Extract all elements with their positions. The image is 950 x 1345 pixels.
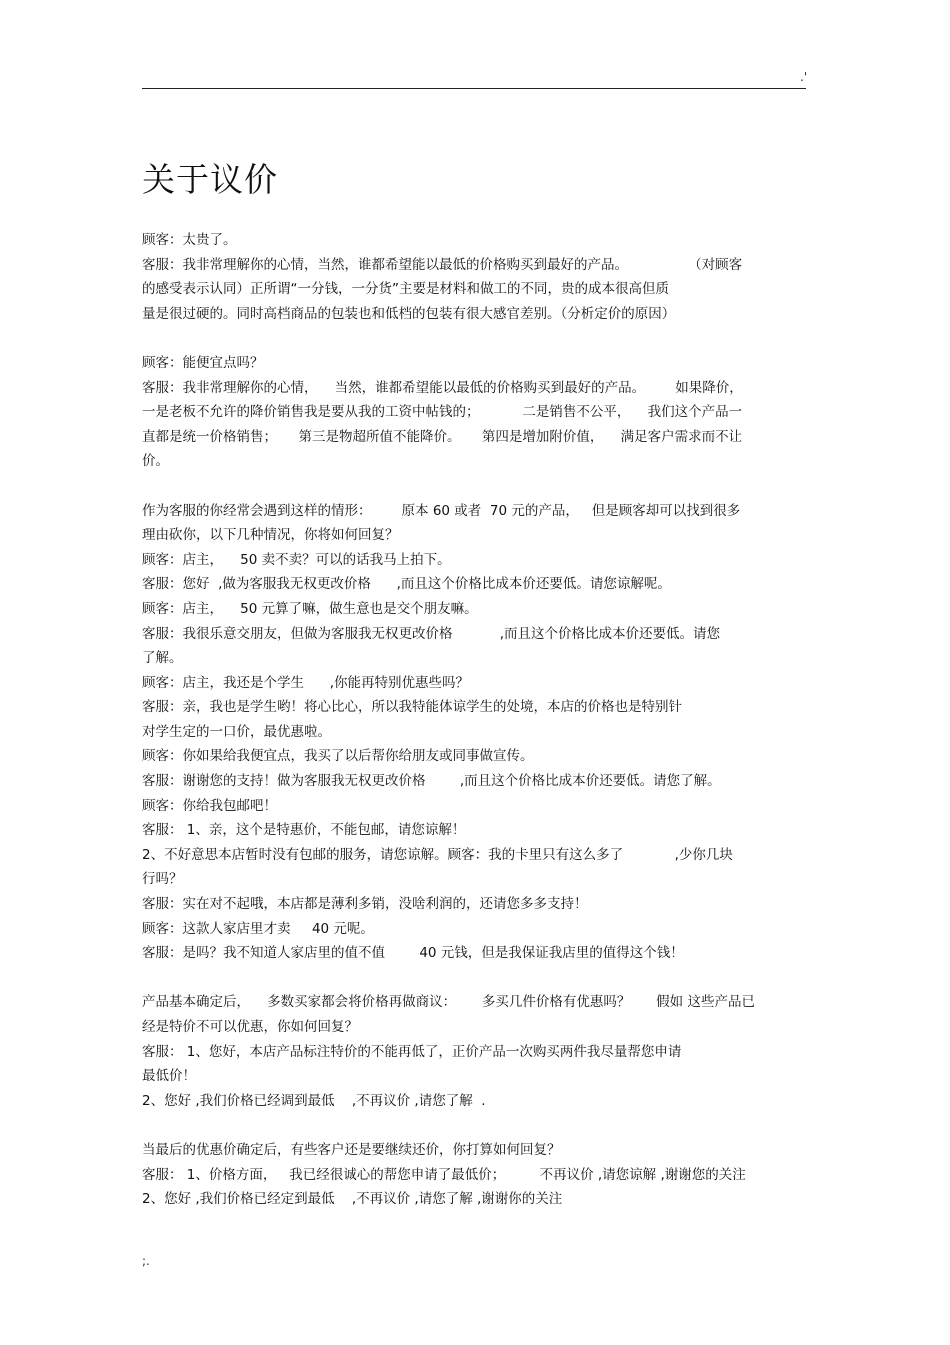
text-line: 客服：谢谢您的支持！做为客服我无权更改价格 ,而且这个价格比成本价还要低。请您了解。 (142, 773, 721, 790)
paragraph (142, 1138, 802, 1212)
text-line: 产品基本确定后， 多数买家都会将价格再做商议： 多买几件价格有优惠吗？ 假如 这些产品已 (142, 994, 755, 1011)
text-line: 2、您好 ,我们价格已经定到最低 ,不再议价 ,请您了解 ,谢谢你的关注 (142, 1191, 563, 1208)
text-line: 客服：我很乐意交朋友，但做为客服我无权更改价格 ,而且这个价格比成本价还要低。请您 (142, 625, 720, 642)
page-title: 关于议价 (142, 160, 278, 199)
text-line: 2、您好 ,我们价格已经调到最低 ,不再议价 ,请您了解 . (142, 1092, 486, 1109)
paragraph-gap (142, 326, 802, 351)
text-line: 2、不好意思本店暂时没有包邮的服务，请您谅解。顾客：我的卡里只有这么多了 ,少你几块 (142, 846, 733, 863)
header-rule (142, 88, 806, 89)
text-line: 客服：亲，我也是学生哟！将心比心，所以我特能体谅学生的处境，本店的价格也是特别针 (142, 699, 682, 716)
text-line: 客服：是吗？我不知道人家店里的值不值 40 元钱，但是我保证我店里的值得这个钱！ (142, 945, 684, 962)
paragraph (142, 228, 802, 326)
text-line: 客服： 1、您好，本店产品标注特价的不能再低了，正价产品一次购买两件我尽量帮您申请 (142, 1043, 682, 1060)
text-line: 顾客：店主， 50 卖不卖？可以的话我马上拍下。 (142, 551, 451, 568)
paragraph (142, 499, 802, 966)
text-line: 经是特价不可以优惠，你如何回复？ (142, 1019, 358, 1035)
text-line: 顾客：店主，我还是个学生 ,你能再特别优惠些吗？ (142, 674, 470, 691)
footer-mark: ;. (142, 1254, 150, 1268)
text-line: 行吗？ (142, 871, 183, 888)
text-line: 客服：我非常理解你的心情， 当然，谁都希望能以最低的价格购买到最好的产品。 如果降价， (142, 379, 743, 396)
header-mark: .' (800, 70, 808, 84)
paragraph (142, 351, 802, 474)
text-line: 顾客：你如果给我便宜点，我买了以后帮你给朋友或同事做宣传。 (142, 748, 534, 765)
text-line: 量是很过硬的。同时高档商品的包装也和低档的包装有很大感官差别。（分析定价的原因） (142, 305, 676, 322)
text-line: 理由砍你，以下几种情况，你将如何回复？ (142, 527, 399, 544)
text-line: 客服：您好 ,做为客服我无权更改价格 ,而且这个价格比成本价还要低。请您谅解呢。 (142, 576, 671, 593)
paragraph (142, 990, 802, 1113)
paragraph-gap (142, 966, 802, 991)
document-body (142, 228, 802, 1212)
text-line: 客服： 1、亲，这个是特惠价，不能包邮，请您谅解！ (142, 822, 466, 839)
text-line: 顾客：能便宜点吗？ (142, 354, 264, 371)
text-line: 顾客：店主， 50 元算了嘛，做生意也是交个朋友嘛。 (142, 600, 478, 617)
text-line: 最低价！ (142, 1068, 196, 1085)
text-line: 直都是统一价格销售； 第三是物超所值不能降价。 第四是增加附价值， 满足客户需求而不让 (142, 428, 743, 445)
text-line: 作为客服的你经常会遇到这样的情形： 原本 60 或者 70 元的产品， 但是顾客却可以找到很多 (142, 502, 741, 519)
paragraph-gap (142, 1113, 802, 1138)
text-line: 客服：我非常理解你的心情，当然，谁都希望能以最低的价格购买到最好的产品。 （对顾客 (142, 256, 743, 273)
text-line: 当最后的优惠价确定后，有些客户还是要继续还价，你打算如何回复？ (142, 1141, 561, 1158)
text-line: 了解。 (142, 650, 183, 667)
paragraph-gap (142, 474, 802, 499)
text-line: 顾客：你给我包邮吧！ (142, 797, 277, 814)
text-line: 客服： 1、价格方面， 我已经很诚心的帮您申请了最低价； 不再议价 ,请您谅解 ,谢谢您的关注 (142, 1166, 746, 1183)
text-line: 对学生定的一口价，最优惠啦。 (142, 723, 331, 740)
text-line: 顾客：这款人家店里才卖 40 元呢。 (142, 920, 374, 937)
text-line: 顾客：太贵了。 (142, 232, 237, 248)
text-line: 价。 (142, 453, 169, 470)
text-line: 客服：实在对不起哦，本店都是薄利多销，没啥利润的，还请您多多支持！ (142, 896, 588, 913)
text-line: 一是老板不允许的降价销售我是要从我的工资中帖钱的； 二是销售不公平， 我们这个产品一 (142, 404, 743, 421)
text-line: 的感受表示认同）正所谓“一分钱，一分货”主要是材料和做工的不同，贵的成本很高但质 (142, 281, 669, 298)
